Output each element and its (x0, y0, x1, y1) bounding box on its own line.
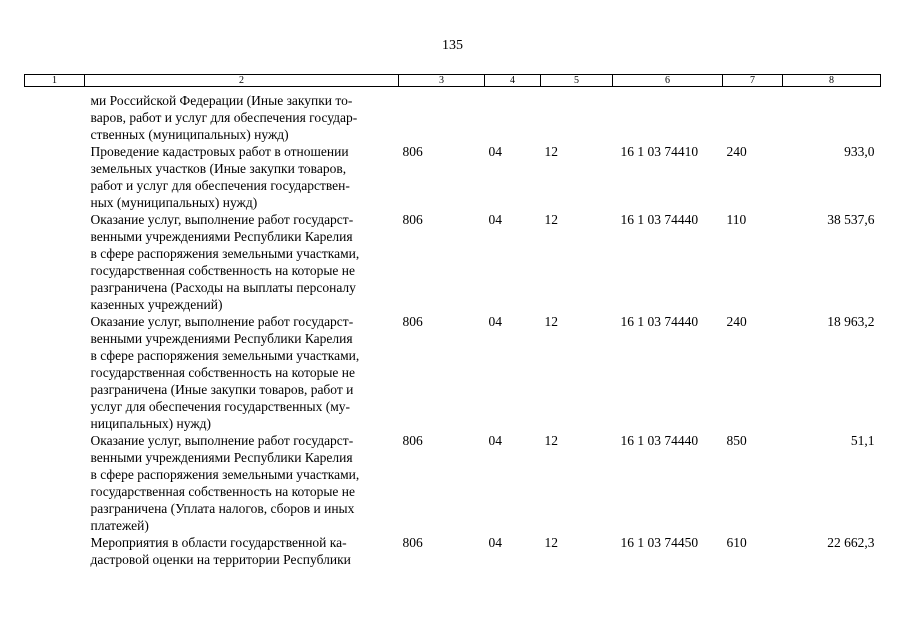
cell-description: Оказание услуг, выполнение работ государст- венными учреждениями Республики Карелия в сфере распоряжения земельными участками, государственная собственность на которые не разграничена (Иные закупки товаров, работ и услуг для обеспечения государственных (му- ниципальных) нужд) (90, 314, 360, 431)
cell-description: Оказание услуг, выполнение работ государст- венными учреждениями Республики Карелия в сфере распоряжения земельными участками, государственная собственность на которые не разграничена (Уплата налогов, сборов и иных платежей) (90, 433, 360, 533)
cell-subsection: 12 (544, 314, 558, 329)
cell-amount: 18 963,2 (827, 314, 875, 329)
table-row (25, 432, 881, 534)
cell-description: Мероприятия в области государственной ка- дастровой оценки на территории Республики (90, 535, 351, 567)
cell-number (25, 432, 85, 534)
table-row (25, 87, 881, 144)
cell-section: 04 (488, 212, 502, 227)
cell-section: 04 (488, 314, 502, 329)
cell-code: 806 (402, 535, 423, 550)
table-row (25, 143, 881, 211)
cell-expense-type: 610 (726, 535, 747, 550)
cell-expense-type: 850 (726, 433, 747, 448)
table-row (25, 534, 881, 568)
column-header: 1 (25, 75, 85, 87)
column-header: 4 (485, 75, 541, 87)
column-header: 5 (541, 75, 613, 87)
cell-code: 806 (402, 433, 423, 448)
table-body (25, 87, 881, 569)
cell-subsection: 12 (544, 433, 558, 448)
cell-number (25, 211, 85, 313)
cell-number (25, 143, 85, 211)
cell-subsection: 12 (544, 535, 558, 550)
cell-subsection: 12 (544, 212, 558, 227)
cell-code (399, 87, 485, 144)
table-header-row (25, 75, 881, 87)
cell-amount: 51,1 (850, 433, 875, 448)
cell-target-article: 16 1 03 74440 (620, 433, 699, 448)
column-header: 6 (613, 75, 723, 87)
cell-target-article: 16 1 03 74440 (620, 212, 699, 227)
column-header: 3 (399, 75, 485, 87)
cell-code: 806 (402, 212, 423, 227)
cell-expense-type (723, 87, 783, 144)
cell-description: Проведение кадастровых работ в отношении земельных участков (Иные закупки товаров, работ и услуг для обеспечения государствен- ных (муниципальных) нужд) (90, 144, 350, 210)
cell-target-article: 16 1 03 74440 (620, 314, 699, 329)
cell-target-article: 16 1 03 74450 (620, 535, 699, 550)
page-number: 135 (442, 38, 463, 53)
cell-amount: 933,0 (844, 144, 875, 159)
cell-description: ми Российской Федерации (Иные закупки то- варов, работ и услуг для обеспечения государ- ственных (муниципальных) нужд) (90, 93, 358, 142)
cell-amount: 38 537,6 (827, 212, 875, 227)
cell-subsection (541, 87, 613, 144)
cell-number (25, 534, 85, 568)
cell-subsection: 12 (544, 144, 558, 159)
cell-section: 04 (488, 535, 502, 550)
cell-description: Оказание услуг, выполнение работ государст- венными учреждениями Республики Карелия в сфере распоряжения земельными участками, государственная собственность на которые не разграничена (Расходы на выплаты персоналу казенных учреждений) (90, 212, 360, 312)
cell-code: 806 (402, 314, 423, 329)
cell-code: 806 (402, 144, 423, 159)
cell-section (485, 87, 541, 144)
table-row (25, 211, 881, 313)
cell-amount (783, 87, 881, 144)
column-header: 8 (783, 75, 881, 87)
cell-section: 04 (488, 433, 502, 448)
column-header: 7 (723, 75, 783, 87)
cell-target-article: 16 1 03 74410 (620, 144, 699, 159)
cell-expense-type: 240 (726, 314, 747, 329)
cell-number (25, 313, 85, 432)
column-header: 2 (85, 75, 399, 87)
cell-number (25, 87, 85, 144)
cell-section: 04 (488, 144, 502, 159)
cell-expense-type: 240 (726, 144, 747, 159)
cell-expense-type: 110 (726, 212, 747, 227)
table-row (25, 313, 881, 432)
budget-table (24, 74, 881, 568)
cell-target-article (613, 87, 723, 144)
cell-amount: 22 662,3 (827, 535, 875, 550)
